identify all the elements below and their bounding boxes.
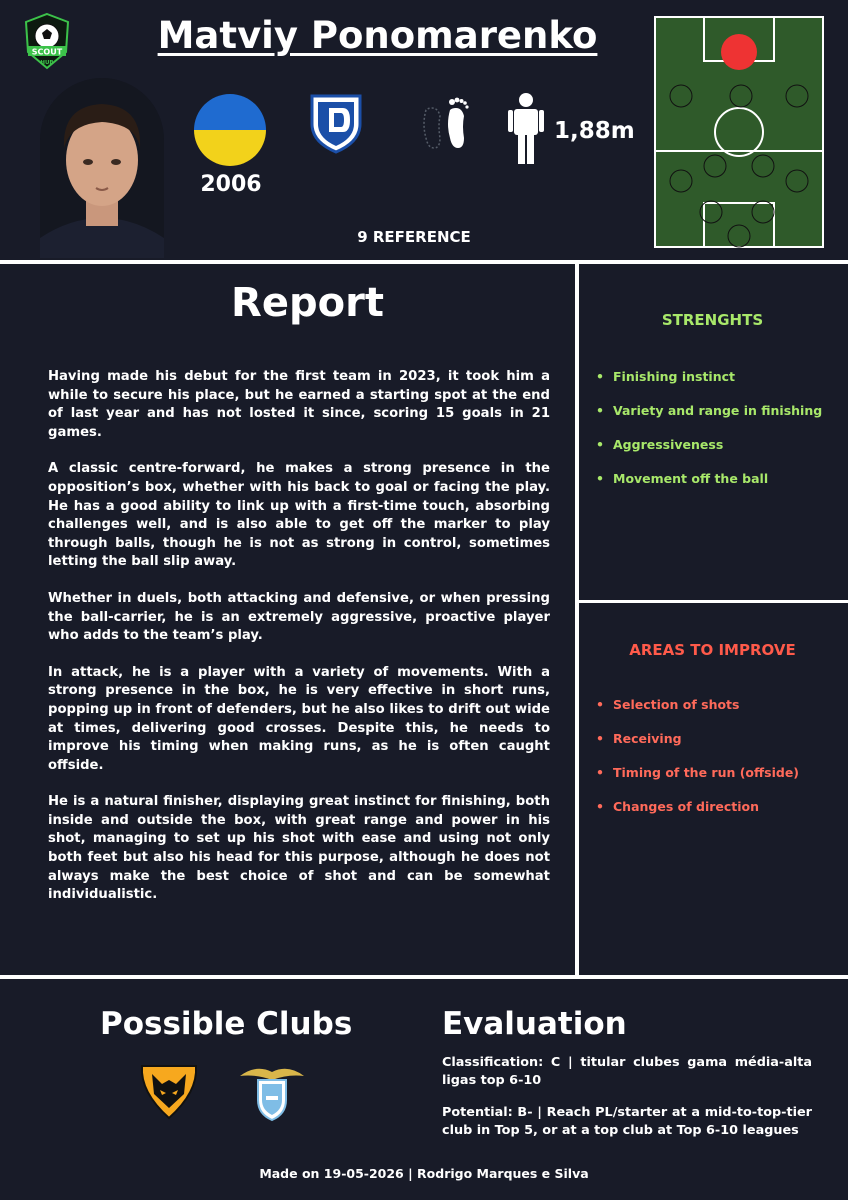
list-item: • Movement off the ball [596, 471, 769, 486]
player-photo [40, 78, 164, 258]
list-item: • Selection of shots [596, 697, 740, 712]
svg-text:HUB: HUB [40, 60, 54, 66]
report-paragraph: In attack, he is a player with a variety of movements. With a strong presence in the box, he is very effective in short runs, popping up in front of defenders, but he also likes to drift out wide at times, delivering good crosses. Despite this, he needs to improve his timing when making runs, as he is often caught offside. [48, 664, 550, 773]
ukraine-flag-icon [194, 94, 266, 166]
list-item: • Aggressiveness [596, 437, 724, 452]
player-height: 1,88m [554, 118, 635, 144]
list-item: • Variety and range in finishing [596, 403, 823, 418]
list-item: • Finishing instinct [596, 369, 735, 384]
player-role: 9 REFERENCE [357, 228, 471, 246]
report-paragraph: A classic centre-forward, he makes a strong presence in the opposition’s box, whether with his back to goal or facing the play. He has a good ability to link up with a first-time touch, absorbing challenges well, and is also able to get off the marker to play through balls, though he is not as strong in control, sometimes letting the ball slip away. [48, 461, 550, 570]
player-name: Matviy Ponomarenko [157, 14, 598, 57]
position-pitch [654, 16, 824, 248]
evaluation-title: Evaluation [442, 1006, 627, 1042]
possible-clubs-title: Possible Clubs [100, 1006, 353, 1042]
lazio-crest-icon [236, 1060, 308, 1122]
height-person-icon [508, 92, 544, 164]
footer-divider [0, 975, 848, 979]
list-item: • Changes of direction [596, 799, 760, 814]
birth-year: 2006 [200, 172, 262, 197]
report-body [48, 368, 550, 923]
areas-list [596, 697, 836, 833]
report-paragraph: Having made his debut for the first team in 2023, it took him a while to secure his place, but he earned a starting spot at the end of last year and has not losted it since, scoring 15 goals in 21 games. [48, 369, 550, 440]
potential-text: Potential: B- | Reach PL/starter at a mid-to-top-tier club in Top 5, or at a top club at Top 6-10 leagues [442, 1105, 812, 1138]
report-title: Report [231, 280, 384, 326]
svg-text:SCOUT: SCOUT [31, 47, 63, 57]
strengths-title: STRENGHTS [661, 311, 764, 329]
right-foot-icon [412, 90, 476, 154]
footer-credit: Made on 19-05-2026 | Rodrigo Marques e Silva [259, 1166, 589, 1181]
strengths-list [596, 369, 836, 505]
report-paragraph: He is a natural finisher, displaying great instinct for finishing, both inside and outside the box, with great range and power in his shot, managing to set up his shot with ease and using not only both feet but also his head for this purpose, although he does not always make the best choice of shot and can be somewhat individualistic. [48, 794, 550, 903]
scout-hub-logo [22, 12, 72, 72]
report-paragraph: Whether in duels, both attacking and defensive, or when pressing the ball-carrier, he is an extremely aggressive, proactive player who adds to the team’s play. [48, 590, 550, 644]
list-item: • Timing of the run (offside) [596, 765, 800, 780]
wolves-crest-icon [138, 1062, 200, 1120]
list-item: • Receiving [596, 731, 682, 746]
dynamo-kyiv-crest-icon [304, 90, 368, 154]
areas-title: AREAS TO IMPROVE [629, 641, 796, 659]
classification-text: Classification: C | titular clubes gama média-alta ligas top 6-10 [442, 1055, 812, 1088]
column-divider [575, 260, 579, 978]
position-marker [721, 34, 757, 70]
header-divider [0, 260, 848, 264]
side-divider [577, 600, 848, 603]
